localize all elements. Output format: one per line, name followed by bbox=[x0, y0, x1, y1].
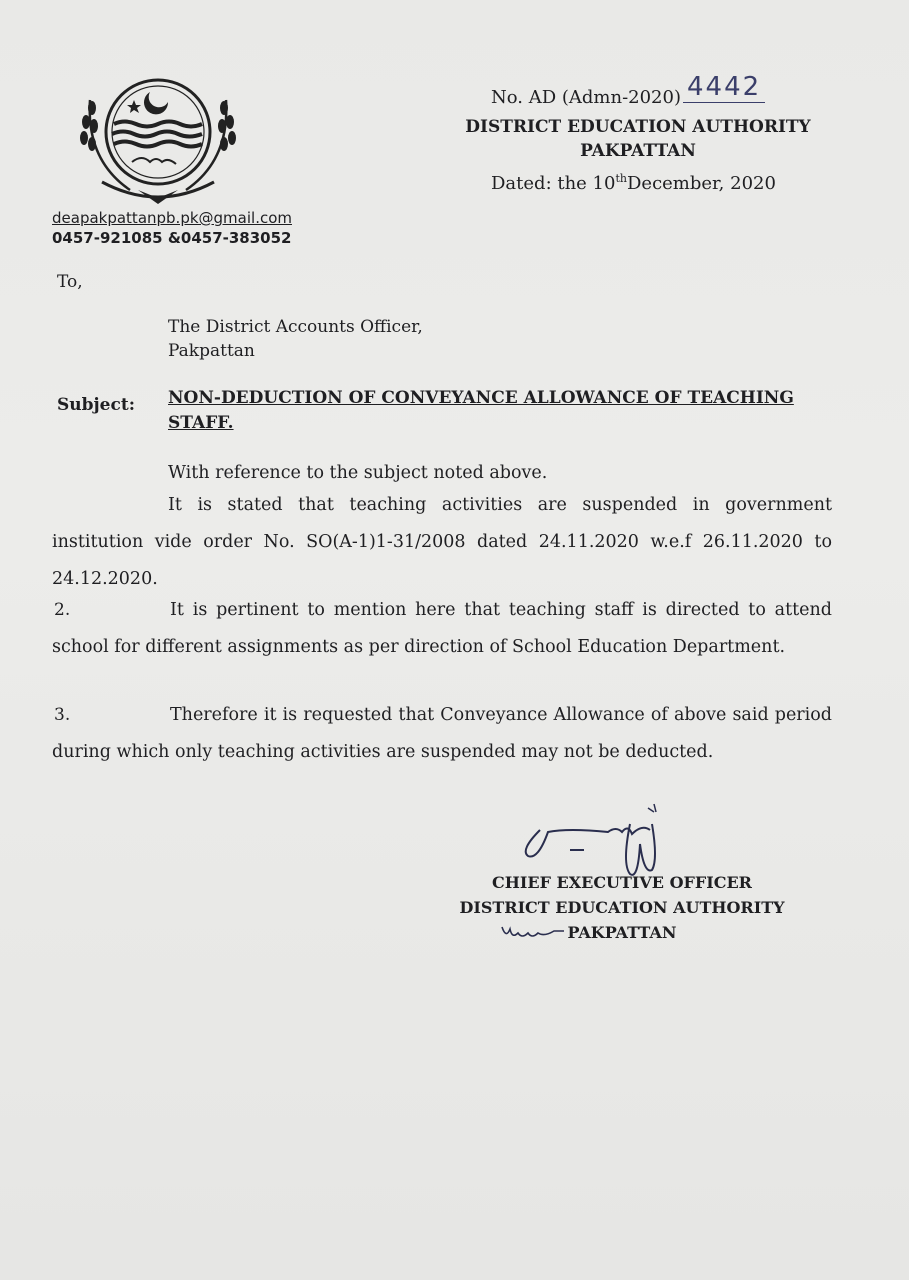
recipient-line-1: The District Accounts Officer, bbox=[168, 317, 423, 337]
body-paragraph-2: It is pertinent to mention here that teaching staff is directed to attend school for different assignments as per direction of School Education Department. bbox=[52, 600, 832, 657]
body-paragraph-3: Therefore it is requested that Conveyance Allowance of above said period during which only teaching activities are suspended may not be deducted. bbox=[52, 705, 832, 762]
salutation-to: To, bbox=[57, 272, 83, 292]
letter-date bbox=[491, 172, 776, 194]
handwritten-reference-number: 4442 bbox=[683, 72, 765, 103]
recipient-address bbox=[168, 315, 423, 363]
org-line-2: PAKPATTAN bbox=[580, 141, 696, 161]
handwritten-initials-icon bbox=[500, 921, 566, 943]
recipient-line-2: Pakpattan bbox=[168, 341, 255, 361]
signatory-title: CHIEF EXECUTIVE OFFICER bbox=[492, 873, 752, 892]
date-suffix: December, 2020 bbox=[626, 173, 776, 194]
org-line-1: DISTRICT EDUCATION AUTHORITY bbox=[465, 117, 811, 137]
handwritten-signature-icon bbox=[510, 800, 690, 880]
signatory-org: DISTRICT EDUCATION AUTHORITY bbox=[459, 898, 785, 917]
subject-text: NON-DEDUCTION OF CONVEYANCE ALLOWANCE OF TEACHING STAFF. bbox=[168, 388, 794, 433]
paragraph-number-2: 2. bbox=[54, 600, 71, 620]
body-paragraph-1: It is stated that teaching activities are suspended in government institution vide order No. SO(A-1)1-31/2008 dated 24.11.2020 w.e.f 26.11.2020 to 24.12.2020. bbox=[52, 495, 832, 589]
date-prefix: Dated: the 10 bbox=[491, 173, 616, 194]
subject-label: Subject: bbox=[57, 395, 135, 415]
organization-name bbox=[452, 115, 824, 163]
contact-info bbox=[52, 208, 292, 248]
paragraph-number-3: 3. bbox=[54, 705, 71, 725]
reference-prefix: No. AD (Admn-2020) bbox=[491, 87, 681, 108]
contact-email[interactable]: deapakpattanpb.pk@gmail.com bbox=[52, 209, 292, 227]
reference-number bbox=[491, 72, 765, 111]
signatory-location: PAKPATTAN bbox=[567, 923, 677, 942]
date-ordinal: th bbox=[615, 172, 627, 185]
body-intro: With reference to the subject noted above. bbox=[168, 463, 548, 483]
government-emblem-icon bbox=[72, 70, 242, 210]
contact-phone: 0457-921085 &0457-383052 bbox=[52, 229, 292, 247]
